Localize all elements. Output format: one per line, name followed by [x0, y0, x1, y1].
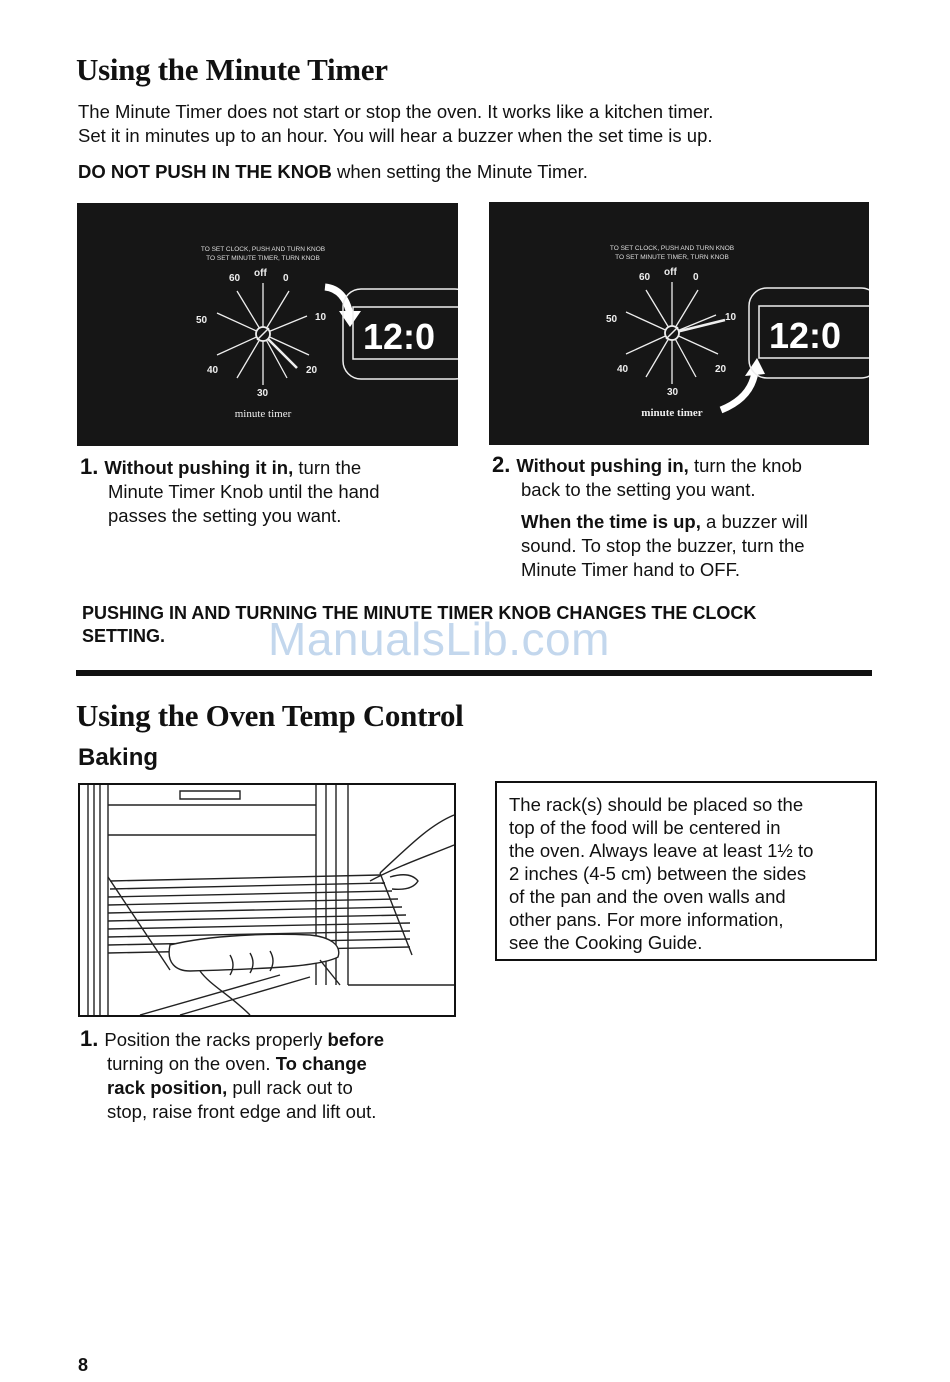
panel2-rotate-arrow: [721, 372, 755, 410]
panel2-dial-40: 40: [617, 364, 629, 375]
oven-racks-svg: [80, 785, 454, 1015]
panel1-dial-0: 0: [283, 273, 289, 284]
panel1-dial-off: off: [254, 268, 267, 279]
timer-step-2-bold: Without pushing in,: [516, 455, 689, 476]
timer-panel-1-svg: [77, 203, 458, 446]
note-line-4: 2 inches (4-5 cm) between the sides: [509, 863, 807, 884]
note-line-3: the oven. Always leave at least 1½ to: [509, 840, 814, 861]
panel2-dial-20: 20: [715, 364, 727, 375]
panel1-dial-10: 10: [315, 312, 327, 323]
panel2-dial-30: 30: [667, 387, 679, 398]
timer-step-2: [492, 453, 808, 582]
panel1-dial-20: 20: [306, 365, 318, 376]
timer-caution-line1: PUSHING IN AND TURNING THE MINUTE TIMER KNOB CHANGES THE CLOCK: [82, 603, 757, 623]
panel2-caption: minute timer: [641, 407, 703, 419]
oven-step-1-text-a: Position the racks properly: [104, 1029, 328, 1050]
note-line-5: of the pan and the oven walls and: [509, 886, 786, 907]
note-line-2: top of the food will be centered in: [509, 817, 781, 838]
timer-warning-bold: DO NOT PUSH IN THE KNOB: [78, 161, 332, 182]
section-divider: [76, 670, 872, 676]
section-title-oven-temp: Using the Oven Temp Control: [76, 698, 464, 733]
panel1-dial-40: 40: [207, 365, 219, 376]
panel1-rotate-arrow: [325, 287, 350, 315]
timer-panel-illustration-2: [489, 202, 869, 445]
oven-step-1-number: 1.: [80, 1026, 99, 1051]
timer-panel-2-svg: [489, 202, 869, 445]
panel2-dial-60: 60: [639, 272, 651, 283]
timer-step-1-line3: passes the setting you want.: [108, 505, 342, 526]
panel1-dial-60: 60: [229, 273, 241, 284]
note-line-1: The rack(s) should be placed so the: [509, 794, 804, 815]
section-subtitle-baking: Baking: [78, 744, 159, 771]
oven-step-1-text-c: pull rack out to: [227, 1077, 353, 1098]
oven-step-1-bold-a: before: [327, 1029, 385, 1050]
watermark: ManualsLib.com: [268, 613, 610, 665]
panel1-clock-display: 12:0: [363, 316, 436, 357]
timer-step-2-rest: turn the knob: [688, 455, 802, 476]
oven-step-1-bold-c: rack position,: [107, 1077, 228, 1098]
panel2-label-line2: TO SET MINUTE TIMER, TURN KNOB: [615, 254, 729, 261]
timer-step-2-line2: back to the setting you want.: [521, 479, 756, 500]
timer-panel-illustration-1: [77, 203, 458, 446]
panel2-dial-10: 10: [725, 312, 737, 323]
oven-step-1-text-b: turning on the oven.: [107, 1053, 276, 1074]
timer-step-2-number: 2.: [492, 452, 511, 477]
note-line-6: other pans. For more information,: [509, 909, 784, 930]
timer-caution-line2: SETTING.: [82, 626, 166, 646]
timer-step-2b-rest: a buzzer will: [700, 511, 808, 532]
panel1-label-line1: TO SET CLOCK, PUSH AND TURN KNOB: [200, 246, 326, 253]
timer-step-2b-bold: When the time is up,: [521, 511, 701, 532]
panel2-dial-0: 0: [693, 272, 699, 283]
panel2-dial-50: 50: [606, 314, 618, 325]
oven-racks-illustration: [78, 783, 456, 1017]
timer-step-2b-line2: sound. To stop the buzzer, turn the: [521, 535, 805, 556]
timer-intro: [78, 100, 713, 148]
panel2-dial-off: off: [664, 267, 677, 278]
panel2-clock-display: 12:0: [769, 315, 842, 356]
oven-step-1: [80, 1027, 384, 1124]
timer-step-1-rest: turn the: [293, 457, 362, 478]
timer-warning-rest: when setting the Minute Timer.: [331, 161, 588, 182]
panel1-dial-30: 30: [257, 388, 269, 399]
panel1-dial-50: 50: [196, 315, 208, 326]
page-number: 8: [78, 1355, 89, 1375]
timer-step-1: [80, 455, 380, 528]
panel2-label-line1: TO SET CLOCK, PUSH AND TURN KNOB: [609, 245, 735, 252]
timer-warning: [78, 160, 588, 184]
note-line-7: see the Cooking Guide.: [509, 932, 703, 953]
timer-step-1-bold: Without pushing it in,: [104, 457, 294, 478]
timer-intro-line2: Set it in minutes up to an hour. You will hear a buzzer when the set time is up.: [78, 125, 713, 146]
panel1-label-line2: TO SET MINUTE TIMER, TURN KNOB: [206, 255, 320, 262]
panel1-caption: minute timer: [234, 408, 292, 420]
oven-step-1-bold-b: To change: [275, 1053, 367, 1074]
timer-step-1-number: 1.: [80, 454, 99, 479]
oven-step-1-text-d: stop, raise front edge and lift out.: [107, 1101, 377, 1122]
timer-step-2b-line3: Minute Timer hand to OFF.: [521, 559, 741, 580]
timer-intro-line1: The Minute Timer does not start or stop the oven. It works like a kitchen timer.: [78, 101, 714, 122]
section-title-minute-timer: Using the Minute Timer: [76, 52, 388, 87]
rack-placement-note: [495, 781, 877, 961]
timer-step-1-line2: Minute Timer Knob until the hand: [108, 481, 380, 502]
